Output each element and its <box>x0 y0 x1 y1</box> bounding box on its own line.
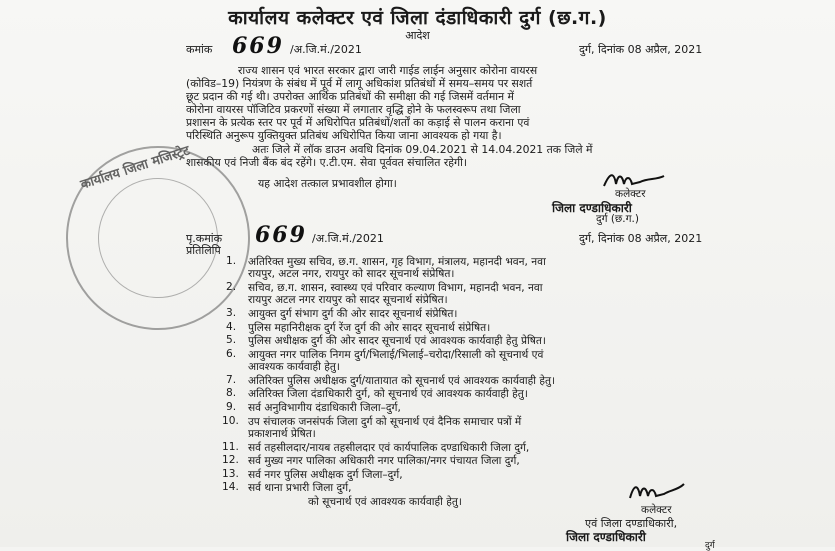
recipient-line: अतिरिक्त मुख्य सचिव, छ.ग. शासन, गृह विभाग, मंत्रालय, महानदी भवन, नवा <box>248 256 546 268</box>
office-title: कार्यालय कलेक्टर एवं जिला दंडाधिकारी दुर्ग (छ.ग.) <box>228 7 607 29</box>
copy-ref-label: पृ.कमांक <box>186 232 223 245</box>
recipient-line: प्रकाशनार्थ प्रेषित। <box>248 428 316 440</box>
closing-line: को सूचनार्थ एवं आवश्यक कार्यवाही हेतु। <box>308 496 462 508</box>
recipient-number: 14. <box>222 481 239 494</box>
order-ref-label: कमांक <box>186 43 213 56</box>
recipient-number: 2. <box>226 281 237 293</box>
effect-line: यह आदेश तत्काल प्रभावशील होगा। <box>258 177 397 190</box>
recipient-line: उप संचालक जनसंपर्क जिला दुर्ग को सूचनार्थ एवं दैनिक समाचार पत्रों में <box>248 415 522 428</box>
footer-signer-place: दुर्ग <box>705 541 715 551</box>
order-paragraph-line: (कोविड–19) नियंत्रण के संबंध में पूर्व में लागू अधिकांश प्रतिबंधों में समय–समय पर सशर्त <box>186 77 533 90</box>
recipient-number: 3. <box>226 307 237 319</box>
recipient-number: 1. <box>226 255 237 267</box>
order-paragraph-line: राज्य शासन एवं भारत सरकार द्वारा जारी गाईड लाईन अनुसार कोरोना वायरस <box>238 64 538 77</box>
signer-place: दुर्ग (छ.ग.) <box>596 213 639 225</box>
recipient-number: 5. <box>226 334 237 347</box>
order-ref-number: 669 <box>232 33 284 59</box>
recipient-number: 8. <box>226 387 237 400</box>
recipient-line: आयुक्त दुर्ग संभाग दुर्ग की ओर सादर सूचनार्थ संप्रेषित। <box>248 308 458 320</box>
copy-ref-number: 669 <box>255 222 307 248</box>
order-paragraph-line: परिस्थिति अनुरूप युक्तियुक्त प्रतिबंध अधिरोपित किया जाना आवश्यक हो गया है। <box>186 129 502 142</box>
signer-title: कलेक्टर <box>615 188 646 200</box>
order-heading: आदेश <box>405 29 430 42</box>
recipient-line: आवश्यक कार्यवाही हेतु। <box>248 361 340 374</box>
recipient-number: 7. <box>226 373 237 386</box>
order-ref-suffix: /अ.जि.मं./2021 <box>290 43 362 56</box>
recipient-line: अतिरिक्त जिला दंडाधिकारी दुर्ग, को सूचनार्थ एवं आवश्यक कार्यवाही हेतु। <box>248 388 528 401</box>
footer-signature <box>626 478 688 504</box>
order-date: दुर्ग, दिनांक 08 अप्रैल, 2021 <box>579 43 703 56</box>
recipient-line: सचिव, छ.ग. शासन, स्वास्थ्य एवं परिवार कल्याण विभाग, महानदी भवन, नवा <box>248 282 543 294</box>
recipient-number: 10. <box>222 414 239 427</box>
signer-block-stamp: जिला दण्डाधिकारी <box>552 201 632 215</box>
footer-signer-block: जिला दण्डाधिकारी <box>566 530 646 544</box>
copy-heading: प्रतिलिपि <box>186 244 221 257</box>
lockdown-line: अतः जिले में लॉक डाउन अवधि दिनांक 09.04.2021 से 14.04.2021 तक जिले में <box>252 143 593 156</box>
order-paragraph-line: छूट प्रदान की गई थी। उपरोक्त आर्थिक प्रतिबंधों की समीक्षा की गई जिसमें वर्तमान में <box>186 90 514 103</box>
recipient-line: पुलिस महानिरीक्षक दुर्ग रेंज दुर्ग की ओर सादर सूचनार्थ संप्रेषित। <box>248 321 491 334</box>
recipient-number: 12. <box>222 454 239 467</box>
seal-text: कार्यालय जिला मजिस्ट्रेट <box>78 143 192 193</box>
recipient-number: 11. <box>222 440 239 453</box>
recipient-number: 6. <box>226 347 237 360</box>
recipient-line: आयुक्त नगर पालिक निगम दुर्ग/भिलाई/भिलाई–चरोदा/रिसाली को सूचनार्थ एवं <box>248 348 544 361</box>
footer-signer-role: एवं जिला दण्डाधिकारी, <box>585 517 678 530</box>
recipient-line: रायपुर अटल नगर रायपुर को सादर सूचनार्थ संप्रेषित। <box>248 294 448 307</box>
copy-date: दुर्ग, दिनांक 08 अप्रैल, 2021 <box>579 232 703 245</box>
recipient-number: 4. <box>226 320 237 333</box>
recipient-number: 13. <box>222 467 239 480</box>
recipient-line: सर्व अनुविभागीय दंडाधिकारी जिला–दुर्ग, <box>248 402 401 414</box>
recipient-line: सर्व थाना प्रभारी जिला दुर्ग, <box>248 482 352 495</box>
bank-closure-line: शासकीय एवं निजी बैंक बंद रहेंगे। ए.टी.एम. सेवा पूर्ववत संचालित रहेगी। <box>186 156 468 169</box>
order-paragraph-line: प्रशासन के प्रत्येक स्तर पर पूर्व में अधिरोपित प्रतिबंधों/शर्तों का कड़ाई से पालन कराना एवं <box>186 116 530 129</box>
recipient-line: सर्व मुख्य नगर पालिका अधिकारी नगर पालिका/नगर पंचायत जिला दुर्ग, <box>248 455 520 468</box>
recipient-line: अतिरिक्त पुलिस अधीक्षक दुर्ग/यातायात को सूचनार्थ एवं आवश्यक कार्यवाही हेतु। <box>248 374 556 387</box>
recipient-line: रायपुर, अटल नगर, रायपुर को सादर सूचनार्थ संप्रेषित। <box>248 268 455 281</box>
recipient-number: 9. <box>226 401 237 413</box>
copy-ref-suffix: /अ.जि.मं./2021 <box>312 232 384 245</box>
recipient-line: सर्व तहसीलदार/नायब तहसीलदार एवं कार्यपालिक दण्डाधिकारी जिला दुर्ग, <box>248 441 530 454</box>
order-paragraph-line: कोरोना वायरस पॉजिटिव प्रकरणों संख्या में लगातार वृद्धि होने के फलस्वरूप तथा जिला <box>186 103 521 116</box>
footer-signer-title: कलेक्टर <box>641 504 672 516</box>
recipient-line: पुलिस अधीक्षक दुर्ग की ओर सादर सूचनार्थ एवं आवश्यक कार्यवाही हेतु प्रेषित। <box>248 335 546 348</box>
recipient-line: सर्व नगर पुलिस अधीक्षक दुर्ग जिला–दुर्ग, <box>248 468 403 481</box>
